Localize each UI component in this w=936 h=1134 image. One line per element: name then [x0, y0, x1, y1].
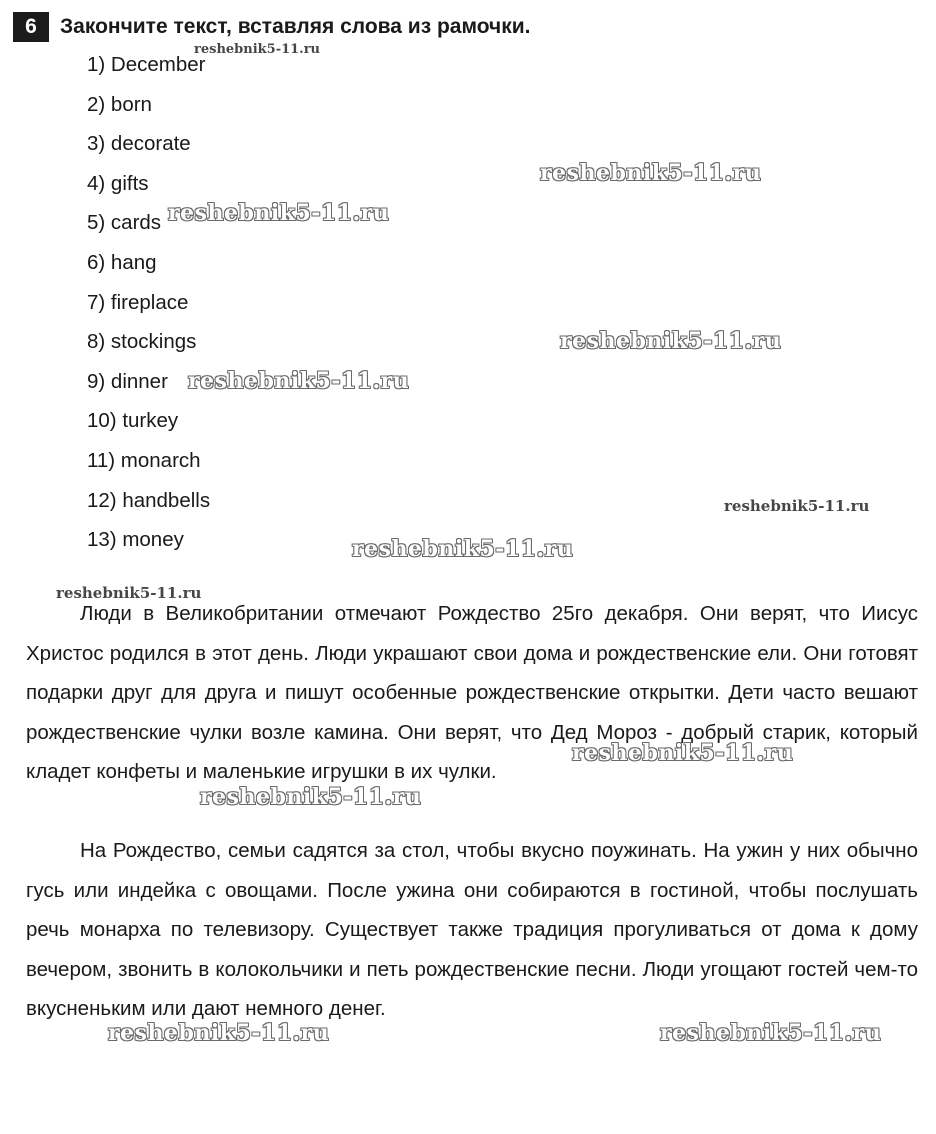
- answer-item: 11) monarch: [87, 448, 201, 472]
- answer-item: 10) turkey: [87, 409, 179, 433]
- watermark: reshebnik5-11.ru: [56, 584, 202, 602]
- answer-item: 8) stockings: [87, 330, 197, 354]
- answer-item: 9) dinner: [87, 369, 168, 393]
- answer-item: 1) December: [87, 53, 206, 76]
- answer-item: 2) born: [87, 92, 152, 116]
- watermark: reshebnik5-11.ru: [352, 536, 574, 562]
- task-number-badge: 6: [13, 12, 49, 42]
- watermark: reshebnik5-11.ru: [560, 328, 782, 354]
- watermark: reshebnik5-11.ru: [194, 42, 321, 57]
- answer-item: 4) gifts: [87, 171, 149, 195]
- watermark: reshebnik5-11.ru: [200, 784, 422, 810]
- watermark: reshebnik5-11.ru: [188, 368, 410, 394]
- task-instruction: Закончите текст, вставляя слова из рамочки.: [60, 15, 531, 38]
- text-paragraph-2: [26, 831, 918, 1029]
- answer-item: 13) money: [87, 528, 184, 552]
- watermark: reshebnik5-11.ru: [724, 497, 870, 515]
- watermark: reshebnik5-11.ru: [168, 200, 390, 226]
- answer-item: 3) decorate: [87, 132, 191, 156]
- answer-list: [87, 49, 210, 564]
- paragraph-text: На Рождество, семьи садятся за стол, чтобы вкусно поужинать. На ужин у них обычно гусь или индейка с овощами. После ужина они собираются в гостиной, чтобы послушать речь монарха по телевизору. Существует также традиция прогуливаться от дома к дому вечером, звонить в колокольчики и петь рождественские песни. Люди угощают гостей чем-то вкусненьким или дают немного денег.: [26, 839, 918, 1021]
- paragraph-text: Люди в Великобритании отмечают Рождество 25го декабря. Они верят, что Иисус Христос родился в этот день. Люди украшают свои дома и рождественские ели. Они готовят подарки друг для друга и пишут особенные рождественские открытки. Дети часто вешают рождественские чулки возле камина. Они верят, что Дед Мороз - добрый старик, который кладет конфеты и маленькие игрушки в их чулки.: [26, 602, 918, 784]
- watermark: reshebnik5-11.ru: [660, 1020, 882, 1046]
- answer-item: 5) cards: [87, 211, 162, 235]
- answer-item: 6) hang: [87, 250, 157, 274]
- watermark: reshebnik5-11.ru: [108, 1020, 330, 1046]
- watermark: reshebnik5-11.ru: [540, 160, 762, 186]
- answer-item: 7) fireplace: [87, 290, 189, 314]
- watermark: reshebnik5-11.ru: [572, 740, 794, 766]
- answer-item: 12) handbells: [87, 488, 211, 512]
